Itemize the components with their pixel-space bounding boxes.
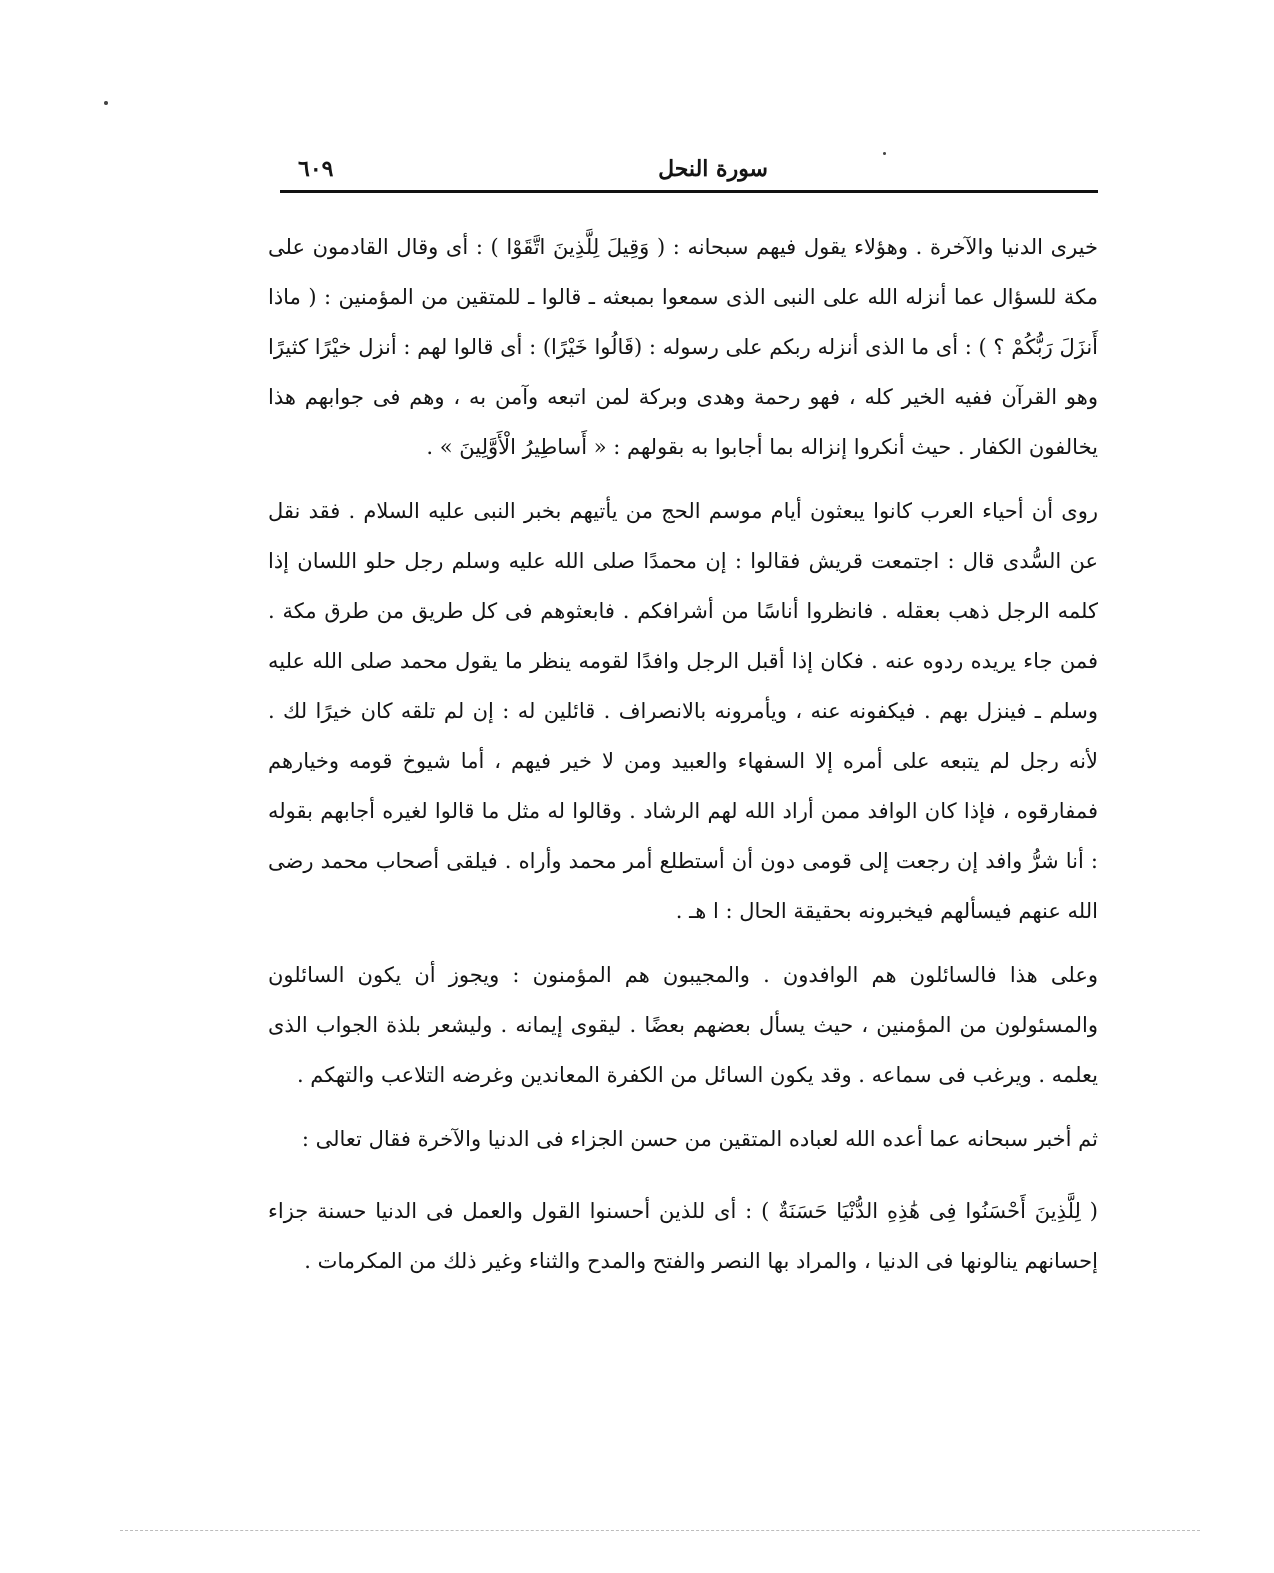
page-number: ٦٠٩ <box>298 156 334 182</box>
page-title: سورة النحل <box>658 156 768 182</box>
paragraph: خيرى الدنيا والآخرة . وهؤلاء يقول فيهم سبحانه : ( وَقِيلَ لِلَّذِينَ اتَّقَوْا ) : أى وقال القادمون على مكة للسؤال عما أنزله الله على النبى الذى سمعوا بمبعثه ـ قالوا ـ للمتقين من المؤمنين : ( ماذا أَنزَلَ رَبُّكُمْ ؟ ) : أى ما الذى أنزله ربكم على رسوله : (قَالُوا خَيْرًا) : أى قالوا لهم : أنزل خيْرًا كثيرًا وهو القرآن ففيه الخير كله ، فهو رحمة وهدى وبركة لمن اتبعه وآمن به ، وهم فى جوابهم هذا يخالفون الكفار . حيث أنكروا إنزاله بما أجابوا به بقولهم : « أَساطِيرُ الْأَوَّلِينَ » . <box>268 235 1098 459</box>
header-rule <box>280 190 1098 193</box>
paragraph: روى أن أحياء العرب كانوا يبعثون أيام موسم الحج من يأتيهم بخبر النبى عليه السلام . فقد نقل عن السُّدى قال : اجتمعت قريش فقالوا : إن محمدًا صلى الله عليه وسلم رجل حلو اللسان إذا كلمه الرجل ذهب بعقله . فانظروا أناسًا من أشرافكم . فابعثوهم فى كل طريق من طرق مكة . فمن جاء يريده ردوه عنه . فكان إذا أقبل الرجل وافدًا لقومه ينظر ما يقول محمد صلى الله عليه وسلم ـ فينزل بهم . فيكفونه عنه ، ويأمرونه بالانصراف . قائلين له : إن لم تلقه كان خيرًا لك . لأنه رجل لم يتبعه على أمره إلا السفهاء والعبيد ومن لا خير فيهم ، أما شيوخ قومه وخيارهم فمفارقوه ، فإذا كان الوافد ممن أراد الله لهم الرشاد . وقالوا له مثل ما قالوا لغيره أجابهم بقوله : أنا شرُّ وافد إن رجعت إلى قومى دون أن أستطلع أمر محمد وأراه . فيلقى أصحاب محمد رضى الله عنهم فيسألهم فيخبرونه بحقيقة الحال : ا هـ . <box>268 499 1098 923</box>
page-body <box>268 222 1098 1286</box>
page-header <box>280 150 1098 190</box>
scan-speck <box>104 101 108 105</box>
paragraph: ( لِلَّذِينَ أَحْسَنُوا فِى هَٰذِهِ الدُّنْيَا حَسَنَةٌ ) : أى للذين أحسنوا القول والعمل فى الدنيا حسنة جزاء إحسانهم ينالونها فى الدنيا ، والمراد بها النصر والفتح والمدح والثناء وغير ذلك من المكرمات . <box>268 1199 1098 1273</box>
paragraph: وعلى هذا فالسائلون هم الوافدون . والمجيبون هم المؤمنون : ويجوز أن يكون السائلون والمسئولون من المؤمنين ، حيث يسأل بعضهم بعضًا . ليقوى إيمانه . وليشعر بلذة الجواب الذى يعلمه . ويرغب فى سماعه . وقد يكون السائل من الكفرة المعاندين وغرضه التلاعب والتهكم . <box>268 963 1098 1087</box>
paragraph: ثم أخبر سبحانه عما أعده الله لعباده المتقين من حسن الجزاء فى الدنيا والآخرة فقال تعالى : <box>301 1127 1098 1151</box>
scan-footer-dashes <box>120 1530 1200 1531</box>
